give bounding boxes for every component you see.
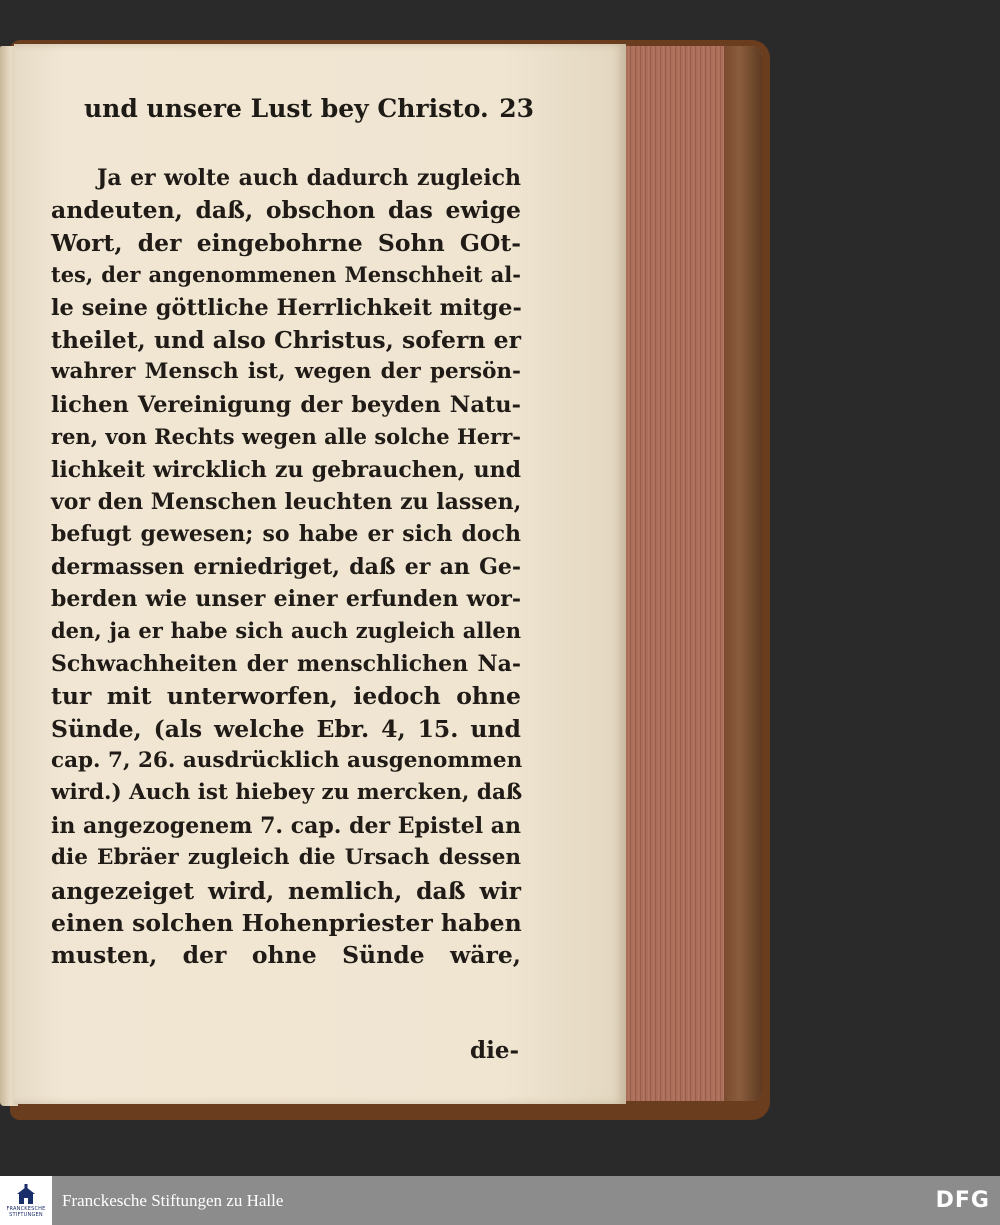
text-line: berden wie unser einer erfunden wor- — [51, 586, 521, 613]
text-line: Schwachheiten der menschlichen Na- — [51, 650, 521, 677]
institution-name[interactable]: Franckesche Stiftungen zu Halle — [62, 1190, 284, 1210]
text-line: andeuten, daß, obschon das ewige — [51, 196, 521, 225]
institution-logo[interactable] — [0, 1176, 52, 1225]
text-line: den, ja er habe sich auch zugleich allen — [51, 618, 521, 644]
dfg-logo[interactable]: DFG — [935, 1188, 990, 1213]
text-line: Wort, der eingebohrne Sohn GOt- — [51, 228, 521, 257]
text-line: Ja er wolte auch dadurch zugleich — [97, 165, 521, 191]
building-icon — [15, 1184, 37, 1206]
text-line: einen solchen Hohenpriester haben — [51, 908, 522, 937]
running-header — [84, 94, 534, 123]
text-line: le seine göttliche Herrlichkeit mitge- — [51, 294, 522, 321]
page-number: 23 — [499, 94, 534, 123]
text-line: vor den Menschen leuchten zu lassen, — [51, 488, 522, 515]
text-line: befugt gewesen; so habe er sich doch — [51, 521, 521, 548]
text-line: lichen Vereinigung der beyden Natu- — [51, 391, 521, 418]
page-block-edge — [612, 46, 762, 1101]
logo-wordmark: FRANCKESCHE STIFTUNGEN — [6, 1205, 46, 1218]
text-line: die Ebräer zugleich die Ursach dessen — [51, 845, 521, 871]
viewer-footer — [0, 1176, 1000, 1225]
catchword: die- — [470, 1037, 519, 1064]
text-line: in angezogenem 7. cap. der Epistel an — [51, 812, 522, 839]
text-line: Sünde, (als welche Ebr. 4, 15. und — [51, 714, 521, 743]
text-line: wahrer Mensch ist, wegen der persön- — [51, 359, 521, 385]
text-line: musten, der ohne Sünde wäre, — [51, 941, 521, 970]
text-line: dermassen erniedriget, daß er an Ge- — [51, 553, 521, 580]
text-line: tur mit unterworfen, iedoch ohne — [51, 682, 521, 711]
text-line: angezeiget wird, nemlich, daß wir — [51, 876, 521, 905]
text-line: tes, der angenommenen Menschheit al- — [51, 262, 521, 288]
running-head-title: und unsere Lust bey Christo. — [84, 94, 489, 123]
text-line: wird.) Auch ist hiebey zu mercken, daß — [51, 780, 523, 806]
text-line: theilet, und also Christus, sofern er — [51, 325, 521, 354]
book-page — [14, 44, 626, 1104]
page-body-text — [51, 162, 521, 972]
text-line: ren, von Rechts wegen alle solche Herr- — [51, 424, 521, 450]
text-line: lichkeit wircklich zu gebrauchen, und — [51, 456, 521, 483]
text-line: cap. 7, 26. ausdrücklich ausgenommen — [51, 748, 523, 774]
